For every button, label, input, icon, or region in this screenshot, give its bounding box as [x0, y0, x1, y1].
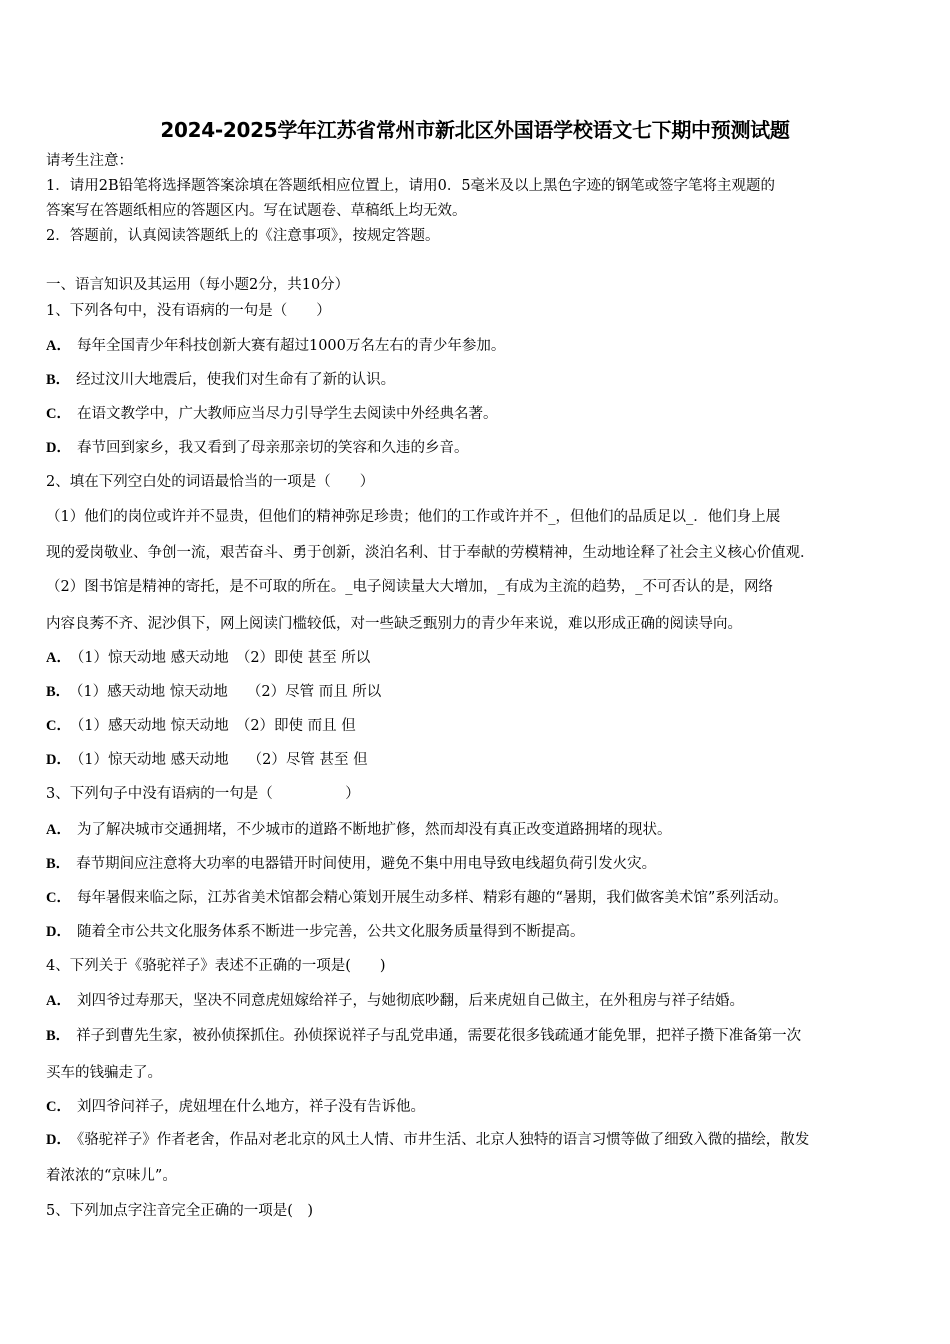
line-text: （2）图书馆是精神的寄托，是不可取的所在。_电子阅读量大大增加，_有成为主流的趋势，_不可否认的是，网络	[46, 579, 773, 595]
line-text: 随着全市公共文化服务体系不断进一步完善，公共文化服务质量得到不断提高。	[76, 924, 585, 940]
option-label: B．	[46, 684, 71, 700]
answer-option	[46, 1167, 177, 1185]
notice-line	[46, 202, 467, 220]
answer-option	[46, 751, 368, 769]
option-label: A．	[46, 822, 71, 838]
line-text: 祥子到曹先生家，被孙侦探抓住。孙侦探说祥子与乱党串通，需要花很多钱疏通才能免罪，把祥子攒下准备第一次	[76, 1028, 802, 1044]
answer-option	[46, 1027, 801, 1045]
line-text: 春节期间应注意将大功率的电器错开时间使用，避免不集中用电导致电线超负荷引发火灾。	[76, 856, 657, 872]
line-text: 刘四爷过寿那天，坚决不同意虎妞嫁给祥子，与她彻底吵翻，后来虎妞自己做主，在外租房与祥子结婚。	[76, 993, 744, 1009]
answer-option	[46, 1131, 809, 1149]
line-text: 刘四爷问祥子，虎妞埋在什么地方，祥子没有告诉他。	[76, 1099, 425, 1115]
question-stem	[46, 615, 742, 633]
answer-option	[46, 821, 671, 839]
answer-option	[46, 683, 381, 701]
line-text: 答案写在答题纸相应的答题区内。写在试题卷、草稿纸上均无效。	[46, 203, 467, 219]
line-text: 1、下列各句中，没有语病的一句是（ ）	[46, 303, 331, 319]
option-label: C．	[46, 406, 71, 422]
answer-option	[46, 405, 497, 423]
answer-option	[46, 439, 468, 457]
line-text: 请考生注意：	[46, 153, 133, 169]
question-stem	[46, 785, 360, 803]
line-text: 2、填在下列空白处的词语最恰当的一项是（ ）	[46, 474, 375, 490]
answer-option	[46, 371, 395, 389]
option-label: A．	[46, 650, 71, 666]
line-text: 春节回到家乡，我又看到了母亲那亲切的笑容和久违的乡音。	[76, 440, 469, 456]
line-text: 5、下列加点字注音完全正确的一项是( )	[46, 1203, 314, 1219]
section-heading	[46, 276, 349, 294]
line-text: 每年暑假来临之际，江苏省美术馆都会精心策划开展生动多样、精彩有趣的“暑期，我们做客美术馆”系列活动。	[76, 890, 788, 906]
line-text: 3、下列句子中没有语病的一句是（ ）	[46, 786, 360, 802]
answer-option	[46, 649, 370, 667]
question-stem	[46, 544, 815, 562]
line-text: 内容良莠不齐、泥沙俱下，网上阅读门槛较低，对一些缺乏甄别力的青少年来说，难以形成正确的阅读导向。	[46, 616, 742, 632]
line-text: 4、下列关于《骆驼祥子》表述不正确的一项是( )	[46, 958, 386, 974]
option-label: D．	[46, 1132, 71, 1148]
answer-option	[46, 1098, 425, 1116]
option-label: A．	[46, 338, 71, 354]
question-stem	[46, 473, 374, 491]
answer-option	[46, 992, 744, 1010]
line-text: 现的爱岗敬业、争创一流，艰苦奋斗、勇于创新，淡泊名利、甘于奉献的劳模精神，生动地诠释了社会主义核心价值观．	[46, 545, 815, 561]
answer-option	[46, 337, 505, 355]
option-label: B．	[46, 856, 71, 872]
line-text: 每年全国青少年科技创新大赛有超过1000万名左右的青少年参加。	[76, 338, 506, 354]
option-label: C．	[46, 718, 71, 734]
line-text: （1）感天动地 惊天动地 （2）即使 而且 但	[76, 718, 356, 734]
answer-option	[46, 923, 584, 941]
option-label: B．	[46, 372, 71, 388]
line-text: 经过汶川大地震后，使我们对生命有了新的认识。	[76, 372, 396, 388]
answer-option	[46, 889, 788, 907]
question-stem	[46, 508, 780, 526]
line-text: 买车的钱骗走了。	[46, 1065, 162, 1081]
question-stem	[46, 957, 386, 975]
notice-heading	[46, 152, 133, 170]
option-label: B．	[46, 1028, 71, 1044]
line-text: （1）感天动地 惊天动地 （2）尽管 而且 所以	[76, 684, 382, 700]
question-stem	[46, 302, 331, 320]
line-text: 2．答题前，认真阅读答题纸上的《注意事项》，按规定答题。	[46, 228, 440, 244]
option-label: A．	[46, 993, 71, 1009]
line-text: （1）惊天动地 感天动地 （2）尽管 甚至 但	[76, 752, 368, 768]
line-text: 着浓浓的“京味儿”。	[46, 1168, 177, 1184]
answer-option	[46, 855, 656, 873]
line-text: 为了解决城市交通拥堵，不少城市的道路不断地扩修，然而却没有真正改变道路拥堵的现状。	[76, 822, 672, 838]
line-text: （1）他们的岗位或许并不显贵，但他们的精神弥足珍贵；他们的工作或许并不_，但他们的品质足以_．他们身上展	[46, 509, 781, 525]
question-stem	[46, 578, 773, 596]
notice-line	[46, 177, 775, 195]
line-text: 在语文教学中，广大教师应当尽力引导学生去阅读中外经典名著。	[76, 406, 498, 422]
document-title: 2024-2025学年江苏省常州市新北区外国语学校语文七下期中预测试题	[160, 118, 790, 142]
option-label: D．	[46, 752, 71, 768]
notice-line	[46, 227, 439, 245]
line-text: 1．请用2B铅笔将选择题答案涂填在答题纸相应位置上，请用0．5毫米及以上黑色字迹的钢笔或签字笔将主观题的	[46, 178, 776, 194]
answer-option	[46, 717, 356, 735]
line-text: 《骆驼祥子》作者老舍，作品对老北京的风土人情、市井生活、北京人独特的语言习惯等做了细致入微的描绘，散发	[76, 1132, 810, 1148]
line-text: 一、语言知识及其运用（每小题2分，共10分）	[46, 277, 350, 293]
question-stem	[46, 1202, 313, 1220]
option-label: C．	[46, 890, 71, 906]
option-label: C．	[46, 1099, 71, 1115]
answer-option	[46, 1064, 162, 1082]
line-text: （1）惊天动地 感天动地 （2）即使 甚至 所以	[76, 650, 371, 666]
option-label: D．	[46, 440, 71, 456]
option-label: D．	[46, 924, 71, 940]
